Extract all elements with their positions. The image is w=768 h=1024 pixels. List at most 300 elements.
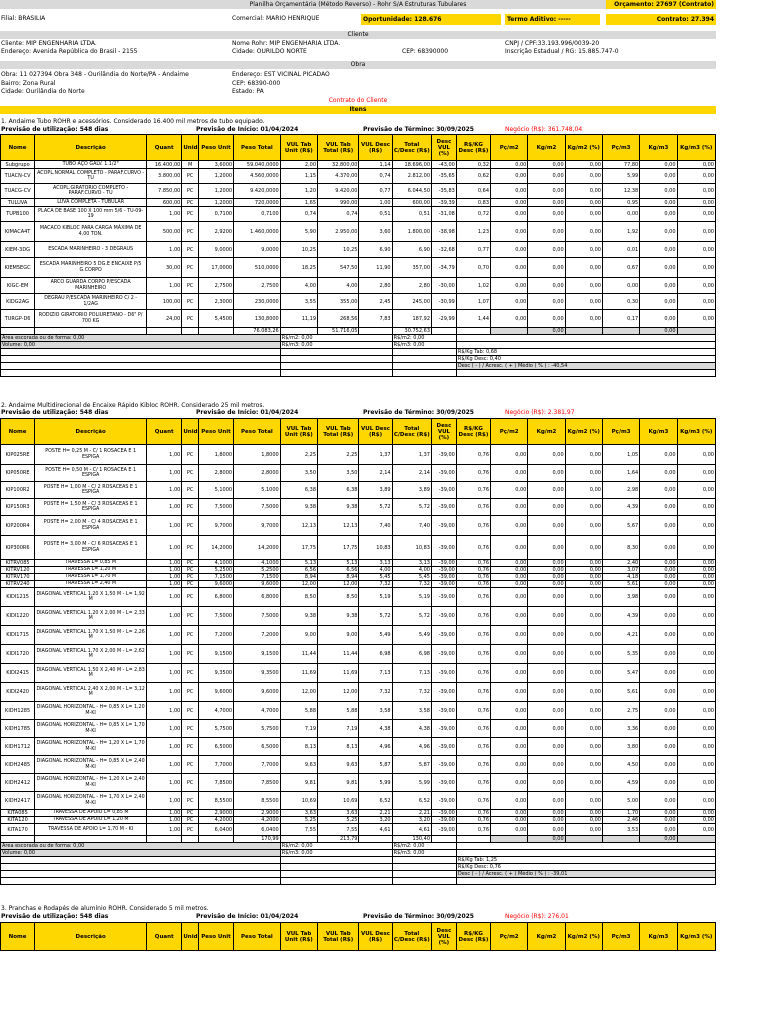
totals-cell: 213,79 [318, 836, 359, 843]
section1-inicio: Previsão de Início: 01/04/2024 [196, 126, 299, 133]
table-cell: -30,00 [432, 278, 457, 294]
item-description: TRAVESSA DE APOIO L= 1,70 M - KI [35, 824, 147, 836]
table-cell: 5,72 [359, 607, 392, 626]
totals-row [1, 836, 716, 843]
table-cell: 0,00 [491, 567, 528, 574]
totals-cell: 0,00 [528, 328, 565, 335]
item-code: KITRV120 [1, 567, 35, 574]
table-cell: 0,00 [528, 465, 565, 482]
summary-row [1, 370, 716, 377]
table-cell: 1,2000 [198, 169, 233, 184]
table-cell: 9,38 [280, 499, 317, 516]
item-description: DIAGONAL HORIZONTAL - H= 0,85 X L= 1,20 M-KI [35, 702, 147, 720]
table-cell: 7,83 [359, 310, 392, 328]
table-cell: 0,00 [491, 810, 528, 817]
table-cell: 0,00 [565, 222, 602, 242]
table-cell: 18.696,00 [392, 161, 431, 169]
table-cell: 4,2000 [198, 817, 233, 824]
cliente-section-label: Cliente [347, 31, 369, 38]
table-cell: 1,92 [602, 222, 639, 242]
item-code: KIDH2412 [1, 774, 35, 792]
table-cell: 0,00 [491, 738, 528, 756]
table-cell: -39,00 [432, 607, 457, 626]
table-row [1, 824, 716, 836]
table-cell: 0,00 [640, 645, 677, 664]
table-cell: 0,00 [565, 774, 602, 792]
table-cell: 547,50 [318, 258, 359, 278]
column-header: Nome [1, 923, 35, 951]
column-header: Kg/m3 [640, 135, 677, 161]
table-cell: 7,13 [359, 664, 392, 683]
table-cell: 5,99 [359, 774, 392, 792]
table-cell: 1.800,00 [392, 222, 431, 242]
table-cell: 1,00 [147, 516, 182, 536]
totals-row [1, 328, 716, 335]
table-cell: 5,47 [602, 664, 639, 683]
cliente-nome-rohr: Nome Rohr: MIP ENGENHARIA LTDA. [232, 40, 341, 47]
item-code: TURGP-D6 [1, 310, 35, 328]
summary-rs-cell: R$/m3: 0,00 [280, 850, 392, 857]
table-cell: 5,72 [392, 607, 431, 626]
totals-cell [456, 328, 490, 335]
table-cell: 0,76 [456, 607, 490, 626]
table-cell: 0,00 [528, 536, 565, 560]
table-cell: 3,58 [359, 702, 392, 720]
totals-cell: 0,00 [528, 836, 565, 843]
item-description: MACACO KIBLOC PARA CARGA MÁXIMA DE 4,00 TON. [35, 222, 147, 242]
table-cell: 1,70 [602, 810, 639, 817]
table-cell: 0,00 [640, 482, 677, 499]
table-cell: 0,00 [677, 588, 715, 607]
column-header: Peso Total [234, 135, 281, 161]
table-cell: 9.420,0000 [234, 184, 281, 199]
table-cell: 32.800,00 [318, 161, 359, 169]
table-cell: 5,35 [602, 645, 639, 664]
table-cell: 1,00 [147, 810, 182, 817]
item-description: TRAVESSA L= 1,70 M [35, 574, 147, 581]
table-cell: 720,0000 [234, 199, 281, 207]
table-cell: 0,00 [528, 499, 565, 516]
table-cell: 9,81 [280, 774, 317, 792]
table-cell: 9,1500 [234, 645, 281, 664]
table-cell: 0,00 [640, 169, 677, 184]
table-row [1, 445, 716, 465]
table-cell: 0,00 [677, 536, 715, 560]
table-cell: 2,9000 [234, 810, 281, 817]
column-header: Kg/m3 [640, 419, 677, 445]
item-code: TUACG-CV [1, 184, 35, 199]
table-cell: 10,25 [280, 242, 317, 258]
obra-section-bar [0, 61, 716, 69]
table-cell: 6,0400 [234, 824, 281, 836]
table-cell: 990,00 [318, 199, 359, 207]
contrato-cliente-label: Contrato do Cliente [328, 97, 388, 104]
table-cell: 0,00 [640, 199, 677, 207]
totals-cell [456, 836, 490, 843]
table-cell: 3,07 [602, 567, 639, 574]
table-row [1, 792, 716, 810]
table-cell: 0,00 [565, 199, 602, 207]
oportunidade-badge: Oportunidade: 128.676 [361, 14, 501, 25]
totals-cell [198, 836, 233, 843]
table-cell: 0,00 [565, 482, 602, 499]
table-cell: 0,00 [528, 482, 565, 499]
item-description: ACOPL.GIRATORIO COMPLETO - PARAF.CURVO - TU [35, 184, 147, 199]
table-cell: 7,40 [392, 516, 431, 536]
column-header: Kg/m2 [528, 419, 565, 445]
table-cell: -35,65 [432, 169, 457, 184]
summary-rs-cell [280, 864, 392, 871]
summary-rs-cell: R$/m3: 0,00 [280, 342, 392, 349]
summary-row [1, 843, 716, 850]
section3-inicio: Previsão de Início: 01/04/2024 [196, 913, 299, 920]
section2-table [0, 418, 716, 885]
column-header: Unid [182, 135, 199, 161]
table-cell: 0,76 [456, 664, 490, 683]
table-cell: -39,00 [432, 792, 457, 810]
item-description: DIAGONAL VERTICAL 1,70 X 1,50 M - L= 2,26 M [35, 626, 147, 645]
table-cell: 2,7500 [234, 278, 281, 294]
column-header: Kg/m3 [640, 923, 677, 951]
column-header: Nome [1, 135, 35, 161]
table-cell: 1,05 [602, 445, 639, 465]
item-description: ESCADA MARINHEIRO 5 DG.E ENCAIXE P/5 G.CORPO [35, 258, 147, 278]
table-cell: 3.800,00 [147, 169, 182, 184]
item-description: DIAGONAL HORIZONTAL - H= 1,70 X L= 2,40 M-KI [35, 792, 147, 810]
table-cell: PC [182, 588, 199, 607]
table-cell: 9,6000 [234, 683, 281, 702]
table-cell: 8,13 [280, 738, 317, 756]
table-cell: 6,56 [280, 567, 317, 574]
table-cell: 0,00 [677, 720, 715, 738]
column-header: Descrição [35, 135, 147, 161]
table-cell: 0,00 [565, 161, 602, 169]
table-cell: 0,00 [677, 702, 715, 720]
summary-rs-cell: R$/m2: 0,00 [280, 843, 392, 850]
table-cell: 0,00 [677, 738, 715, 756]
table-cell: 14,2000 [198, 536, 233, 560]
section3-table [0, 922, 716, 951]
table-cell: 0,76 [456, 445, 490, 465]
column-header: Pç/m3 [602, 419, 639, 445]
table-cell: 0,00 [528, 567, 565, 574]
summary-rs-cell: R$/m2: 0,00 [280, 335, 392, 342]
section3-uso: Previsão de utilização: 548 dias [1, 913, 109, 920]
table-cell: 0,76 [456, 465, 490, 482]
table-cell: 0,77 [456, 242, 490, 258]
table-cell: 5,1000 [234, 482, 281, 499]
table-cell: 1,2000 [198, 199, 233, 207]
column-header: VUL Tab Unit (R$) [280, 923, 317, 951]
table-cell: 0,00 [528, 683, 565, 702]
table-cell: 10,69 [318, 792, 359, 810]
section1-title: 1. Andaime Tubo ROHR e acessórios. Considerado 16.400 mil metros de tubo equipado. [1, 118, 265, 125]
item-description: POSTE H= 3,00 M - C/ 6 ROSACEAS E 1 ESPIGA [35, 536, 147, 560]
table-cell: 0,00 [528, 817, 565, 824]
table-cell: 6,52 [392, 792, 431, 810]
totals-cell: 170,99 [234, 836, 281, 843]
table-row [1, 169, 716, 184]
table-cell: 1,00 [147, 607, 182, 626]
item-code: KIP150R3 [1, 499, 35, 516]
summary-rs-cell [280, 878, 392, 885]
table-cell: 4,7000 [234, 702, 281, 720]
table-cell: 11,69 [318, 664, 359, 683]
contrato-badge: Contrato: 27.394 [606, 14, 716, 25]
table-cell: 7.850,00 [147, 184, 182, 199]
table-cell: 3,55 [280, 294, 317, 310]
table-cell: 8,50 [318, 588, 359, 607]
table-cell: 0,00 [677, 445, 715, 465]
section1-termino: Previsão de Término: 30/09/2025 [363, 126, 474, 133]
table-cell: -39,00 [432, 774, 457, 792]
totals-cell [565, 328, 602, 335]
table-cell: 0,00 [491, 222, 528, 242]
itens-bar: Itens [0, 106, 716, 114]
table-cell: 3,80 [602, 738, 639, 756]
summary-area-cell [1, 356, 281, 363]
table-cell: 4,61 [359, 824, 392, 836]
summary-rs-cell [392, 363, 456, 370]
item-code: Subgrupo [1, 161, 35, 169]
column-header: Total C/Desc (R$) [392, 135, 431, 161]
summary-area-cell [1, 349, 281, 356]
table-cell: 9,0000 [198, 242, 233, 258]
item-description: TRAVESSA DE APOIO L= 1,20 M [35, 817, 147, 824]
table-cell: 4,21 [602, 626, 639, 645]
summary-kg-cell [456, 843, 715, 850]
table-cell: 17,0000 [198, 258, 233, 278]
table-cell: 8,30 [602, 536, 639, 560]
column-header: Peso Total [234, 923, 281, 951]
table-cell: 0,67 [602, 258, 639, 278]
table-cell: 0,00 [565, 756, 602, 774]
item-code: KIDG2AG [1, 294, 35, 310]
table-cell: 11,19 [280, 310, 317, 328]
cliente-cidade: Cidade: OURILDO NORTE [232, 48, 307, 55]
table-cell: 0,00 [565, 445, 602, 465]
table-cell: 1,00 [147, 465, 182, 482]
item-description: DIAGONAL VERTICAL 2,40 X 2,00 M - L= 3,12 M [35, 683, 147, 702]
summary-rs-cell [280, 356, 392, 363]
table-cell: 0,00 [491, 184, 528, 199]
table-cell: 0,00 [677, 824, 715, 836]
table-cell: PC [182, 626, 199, 645]
table-row [1, 294, 716, 310]
obra-nome: Obra: 11 027394 Obra 348 - Ourilândia do Norte/PA - Andaime [1, 71, 189, 78]
table-cell: 0,64 [456, 184, 490, 199]
table-cell: 3,98 [602, 588, 639, 607]
summary-rs-cell [280, 871, 392, 878]
table-cell: 0,00 [565, 607, 602, 626]
table-cell: 0,76 [456, 574, 490, 581]
table-cell: 5,7500 [198, 720, 233, 738]
table-cell: 0,00 [677, 792, 715, 810]
table-cell: 2,46 [602, 817, 639, 824]
table-cell: PC [182, 536, 199, 560]
table-cell: 0,00 [565, 683, 602, 702]
table-cell: 7,55 [318, 824, 359, 836]
table-cell: -39,00 [432, 626, 457, 645]
table-cell: -39,00 [432, 536, 457, 560]
table-cell: 12,00 [318, 581, 359, 588]
table-cell: 0,00 [677, 310, 715, 328]
table-cell: 7,2000 [198, 626, 233, 645]
table-cell: 11,44 [280, 645, 317, 664]
table-cell: 0,00 [528, 607, 565, 626]
item-description: LUVA COMPLETA - TUBULAR [35, 199, 147, 207]
totals-cell [198, 328, 233, 335]
table-cell: 100,00 [147, 294, 182, 310]
table-cell: 7,5000 [198, 607, 233, 626]
summary-area-cell [1, 864, 281, 871]
table-cell: 0,00 [528, 258, 565, 278]
table-cell: 268,56 [318, 310, 359, 328]
table-cell: 0,00 [677, 645, 715, 664]
table-cell: 8,94 [280, 574, 317, 581]
table-cell: 0,76 [456, 626, 490, 645]
table-cell: 0,00 [528, 581, 565, 588]
table-cell: 0,00 [528, 207, 565, 222]
table-cell: 0,00 [565, 792, 602, 810]
summary-kg-cell: R$/Kg Tab: 0,68 [456, 349, 715, 356]
item-code: KIDH2485 [1, 756, 35, 774]
table-cell: 0,00 [528, 588, 565, 607]
table-cell: PC [182, 242, 199, 258]
table-cell: 2,25 [280, 445, 317, 465]
table-cell: 5,49 [359, 626, 392, 645]
totals-cell [565, 836, 602, 843]
table-cell: 5,49 [392, 626, 431, 645]
cliente-endereco: Endereço: Avenida República do Brasil - 2155 [1, 48, 138, 55]
totals-cell [147, 836, 182, 843]
table-cell: 6,90 [392, 242, 431, 258]
table-cell: 5,1000 [198, 482, 233, 499]
table-cell: 6,0400 [198, 824, 233, 836]
table-cell: 187,92 [392, 310, 431, 328]
table-cell: 0,00 [677, 482, 715, 499]
table-cell: 1,20 [280, 184, 317, 199]
totals-cell [182, 836, 199, 843]
table-cell: 9,6000 [198, 581, 233, 588]
table-cell: 0,00 [491, 560, 528, 567]
table-cell: -43,00 [432, 161, 457, 169]
table-row [1, 645, 716, 664]
table-cell: 2,80 [359, 278, 392, 294]
table-cell: 0,00 [565, 817, 602, 824]
table-cell: 1,02 [456, 278, 490, 294]
item-code: KIP200R4 [1, 516, 35, 536]
item-code: KIDI1715 [1, 626, 35, 645]
table-cell: 500,00 [147, 222, 182, 242]
table-cell: PC [182, 738, 199, 756]
table-cell: -29,99 [432, 310, 457, 328]
table-cell: 0,00 [677, 581, 715, 588]
table-cell: 0,00 [565, 242, 602, 258]
table-cell: 9.420,00 [318, 184, 359, 199]
totals-cell [35, 836, 147, 843]
section1-table [0, 134, 716, 377]
table-cell: 0,00 [565, 516, 602, 536]
column-header: Quant [147, 923, 182, 951]
column-header: Kg/m2 [528, 923, 565, 951]
summary-row [1, 850, 716, 857]
item-code: TUACN-CV [1, 169, 35, 184]
summary-area-cell [1, 370, 281, 377]
table-cell: 9,1500 [198, 645, 233, 664]
table-cell: 0,00 [565, 278, 602, 294]
totals-cell: 0,00 [640, 836, 677, 843]
table-cell: 0,00 [640, 278, 677, 294]
table-cell: 7,40 [359, 516, 392, 536]
table-cell: 5,90 [280, 222, 317, 242]
table-cell: 245,00 [392, 294, 431, 310]
table-cell: 3,89 [392, 482, 431, 499]
section2-termino: Previsão de Término: 30/09/2025 [363, 409, 474, 416]
obra-bairro: Bairro: Zona Rural [1, 80, 56, 87]
table-cell: 0,00 [677, 516, 715, 536]
table-cell: -39,00 [432, 445, 457, 465]
table-cell: PC [182, 222, 199, 242]
table-cell: 0,00 [491, 645, 528, 664]
summary-row [1, 356, 716, 363]
item-code: KIP300R6 [1, 536, 35, 560]
table-cell: 0,76 [456, 645, 490, 664]
table-cell: 0,00 [565, 465, 602, 482]
table-cell: PC [182, 445, 199, 465]
summary-kg-cell: R$/Kg Desc: 0,40 [456, 356, 715, 363]
table-cell: 2,14 [392, 465, 431, 482]
table-cell: 6,56 [318, 567, 359, 574]
table-cell: 0,00 [640, 810, 677, 817]
table-cell: PC [182, 581, 199, 588]
table-row [1, 161, 716, 169]
summary-kg-cell: Desc ( - ) / Acresc. ( + ) Médio ( % ) : -40,54 [456, 363, 715, 370]
column-header: Pç/m2 [491, 419, 528, 445]
column-header: R$/KG Desc (R$) [456, 135, 490, 161]
table-cell: 5,2500 [198, 567, 233, 574]
table-cell: 9,81 [318, 774, 359, 792]
table-cell: 1,64 [602, 465, 639, 482]
table-row [1, 581, 716, 588]
table-cell: -39,00 [432, 645, 457, 664]
table-cell: 0,00 [528, 560, 565, 567]
table-cell: 0,00 [491, 720, 528, 738]
table-cell: PC [182, 792, 199, 810]
column-header: VUL Desc (R$) [359, 135, 392, 161]
table-cell: 7,32 [392, 581, 431, 588]
comercial: Comercial: MARIO HENRIQUE [232, 15, 320, 22]
table-cell: 9,6000 [198, 683, 233, 702]
table-cell: PC [182, 645, 199, 664]
table-cell: 5,45 [359, 574, 392, 581]
table-cell: 0,00 [640, 207, 677, 222]
item-description: TRAVESSA L= 2,40 M [35, 581, 147, 588]
table-cell: 0,00 [565, 588, 602, 607]
table-cell: 0,00 [528, 184, 565, 199]
table-cell: 6,98 [359, 645, 392, 664]
table-cell: 0,00 [491, 242, 528, 258]
column-header: VUL Tab Total (R$) [318, 419, 359, 445]
table-cell: 6,90 [359, 242, 392, 258]
table-cell: 0,00 [640, 588, 677, 607]
table-cell: PC [182, 574, 199, 581]
table-cell: PC [182, 774, 199, 792]
item-code: TUPB100 [1, 207, 35, 222]
table-cell: 2,21 [392, 810, 431, 817]
table-cell: 9,6000 [234, 581, 281, 588]
table-cell: 9,63 [318, 756, 359, 774]
